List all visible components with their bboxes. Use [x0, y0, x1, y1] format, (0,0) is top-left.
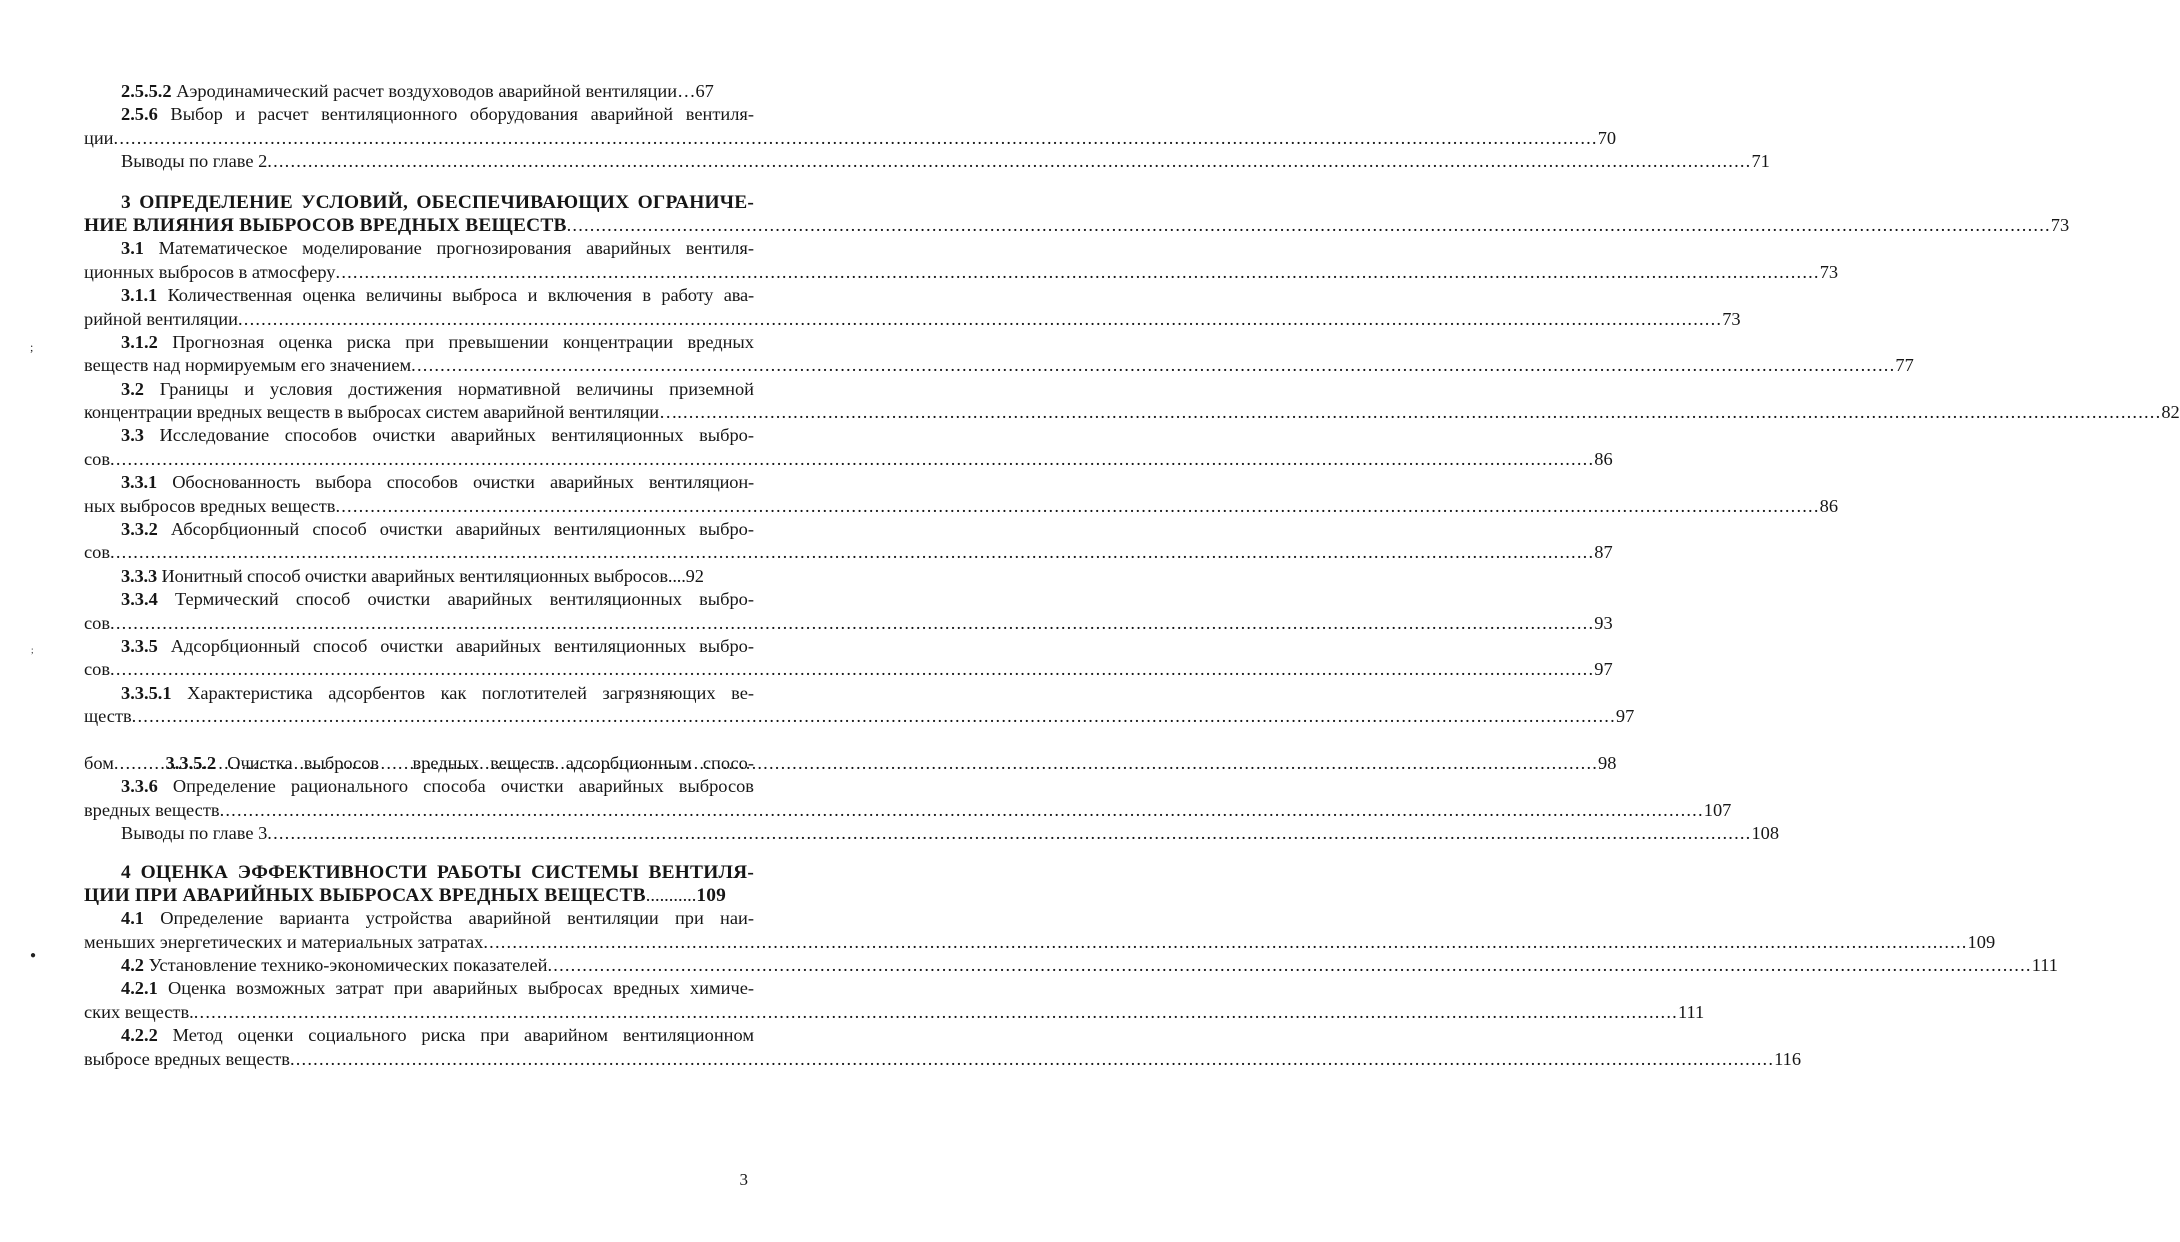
toc-entry-4-1-cont: меньших энергетических и материальных затратах ..... 109	[84, 931, 754, 954]
toc-entry-3-2-cont: концентрации вредных веществ в выбросах систем аварийной вентиляции … ..... 82	[84, 401, 754, 424]
toc-entry-2-5-6: 2.5.6 Выбор и расчет вентиляционного оборудования аварийной вентиля-	[121, 104, 754, 125]
toc-entry-3-3-5-2: 3.3.5.2 Очистка выбросов вредных веществ адсорбционным спосо-	[165, 752, 754, 773]
toc-entry-3-1-cont: ционных выбросов в атмосферу ..... 73	[84, 261, 754, 284]
toc-entry-3-3-6-cont: вредных веществ ..... 107	[84, 799, 754, 822]
toc-entry-3-1: 3.1 Математическое моделирование прогнозирования аварийных вентиля-	[121, 238, 754, 259]
chapter-4-heading-cont: ЦИИ ПРИ АВАРИЙНЫХ ВЫБРОСАХ ВРЕДНЫХ ВЕЩЕСТВ ........... 109	[84, 884, 727, 906]
toc-entry-3-3: 3.3 Исследование способов очистки аварийных вентиляционных выбро-	[121, 425, 754, 446]
toc-entry-3-1-2: 3.1.2 Прогнозная оценка риска при превышении концентрации вредных	[121, 331, 754, 352]
table-of-contents	[84, 80, 2180, 1071]
toc-entry-3-3-5-cont: сов ..... 97	[84, 658, 754, 681]
toc-entry-4-2-1: 4.2.1 Оценка возможных затрат при аварийных выбросах вредных химиче-	[121, 978, 754, 999]
toc-entry-2-5-5-2: 2.5.5.2 Аэродинамический расчет воздуховодов аварийной вентиляции… 67	[121, 81, 714, 101]
toc-entry-conclusions-3: Выводы по главе 3 ..... 108	[84, 822, 754, 845]
toc-entry-conclusions-2: Выводы по главе 2 ..... 71	[84, 150, 754, 173]
toc-entry-3-3-cont: сов ..... 86	[84, 448, 754, 471]
toc-entry-3-3-5-1-cont: ществ ..... 97	[84, 705, 754, 728]
toc-entry-3-3-4-cont: сов ..... 93	[84, 612, 754, 635]
toc-entry-4-2-2: 4.2.2 Метод оценки социального риска при аварийном вентиляционном	[121, 1025, 754, 1046]
toc-entry-3-2: 3.2 Границы и условия достижения нормативной величины приземной	[121, 378, 754, 399]
toc-entry-3-3-2: 3.3.2 Абсорбционный способ очистки аварийных вентиляционных выбро-	[121, 519, 754, 540]
toc-entry-3-1-1: 3.1.1 Количественная оценка величины выброса и включения в работу ава-	[121, 285, 754, 306]
toc-entry-3-3-6: 3.3.6 Определение рационального способа очистки аварийных выбросов	[121, 776, 754, 797]
toc-entry-2-5-6-cont: ции ..... 70	[84, 127, 754, 150]
toc-entry-4-2-2-cont: выбросе вредных веществ ..... 116	[84, 1048, 754, 1071]
toc-entry-3-3-5-2-cont: бом ..... 98	[84, 752, 754, 775]
toc-entry-3-1-2-cont: веществ над нормируемым его значением ..... 77	[84, 354, 754, 377]
chapter-3-heading: 3 ОПРЕДЕЛЕНИЕ УСЛОВИЙ, ОБЕСПЕЧИВАЮЩИХ ОГРАНИЧЕ-	[121, 191, 754, 213]
scan-speck: ;	[30, 340, 34, 354]
toc-entry-4-2-1-cont: ских веществ. ..... 111	[84, 1001, 754, 1024]
scan-speck: ;	[31, 645, 34, 655]
chapter-4-heading: 4 ОЦЕНКА ЭФФЕКТИВНОСТИ РАБОТЫ СИСТЕМЫ ВЕНТИЛЯ-	[121, 861, 754, 883]
scan-speck: ●	[30, 950, 37, 961]
chapter-3-heading-cont: НИЕ ВЛИЯНИЯ ВЫБРОСОВ ВРЕДНЫХ ВЕЩЕСТВ ..... 73	[84, 214, 754, 237]
toc-entry-3-3-1: 3.3.1 Обоснованность выбора способов очистки аварийных вентиляцион-	[121, 472, 754, 493]
toc-entry-3-3-2-cont: сов ..... 87	[84, 541, 754, 564]
toc-entry-3-3-1-cont: ных выбросов вредных веществ ..... 86	[84, 495, 754, 518]
toc-entry-4-1: 4.1 Определение варианта устройства аварийной вентиляции при наи-	[121, 908, 755, 929]
toc-entry-3-3-5-1: 3.3.5.1 Характеристика адсорбентов как поглотителей загрязняющих ве-	[121, 682, 754, 703]
toc-entry-3-1-1-cont: рийной вентиляции ..... 73	[84, 308, 754, 331]
toc-entry-3-3-4: 3.3.4 Термический способ очистки аварийных вентиляционных выбро-	[121, 589, 754, 610]
toc-entry-3-3-5: 3.3.5 Адсорбционный способ очистки аварийных вентиляционных выбро-	[121, 635, 754, 656]
toc-entry-3-3-3: 3.3.3 Ионитный способ очистки аварийных вентиляционных выбросов.... 92	[121, 565, 704, 586]
page-number: 3	[739, 1170, 748, 1189]
toc-entry-4-2: 4.2 Установление технико-экономических показателей ..... 111	[84, 954, 754, 977]
